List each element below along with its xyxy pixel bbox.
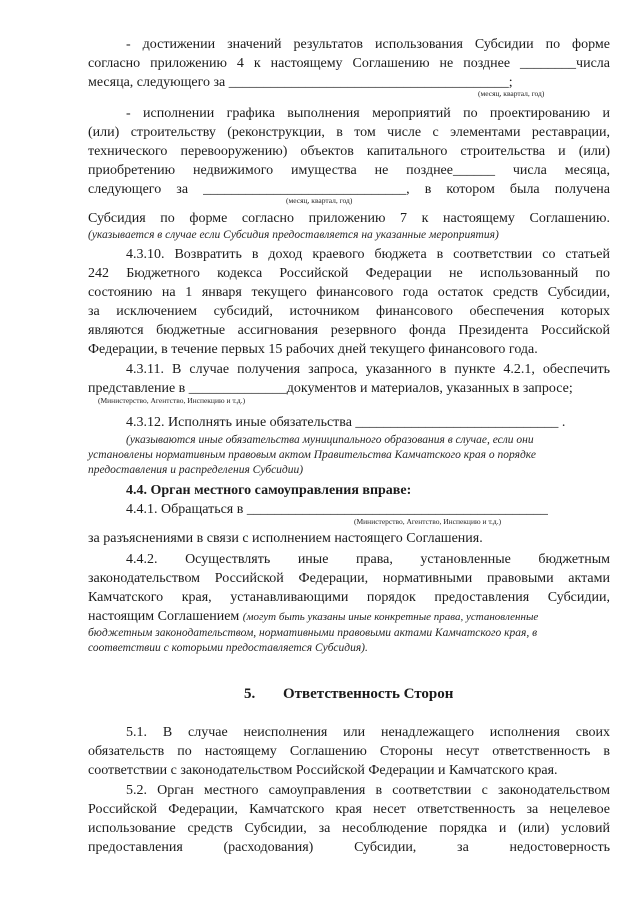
text-line: обязательств по настоящему Соглашению Стороны несут ответственность в <box>88 744 610 759</box>
section-title: Ответственность Сторон <box>283 686 454 702</box>
field-caption: (месяц, квартал, год) <box>286 196 353 205</box>
text-line: 4.4.1. Обращаться в ___________________________________________ <box>126 502 548 517</box>
italic-note: соответствии с которыми предоставляется Субсидия). <box>88 642 368 654</box>
subsection-heading: 4.4. Орган местного самоуправления вправе: <box>126 483 412 498</box>
text-line: следующего за _____________________________, в котором была получена <box>88 182 610 197</box>
text-line: Федерации, в течение первых 15 рабочих дней текущего финансового года. <box>88 342 538 357</box>
text-line: предоставления (расходования) Субсидии, за недостоверность <box>88 840 610 855</box>
text-line: - достижении значений результатов использования Субсидии по форме <box>126 37 610 52</box>
text-line: Камчатского края, устанавливающими порядок предоставления Субсидии, <box>88 590 610 605</box>
text-line: месяца, следующего за ________________________________________; <box>88 75 513 90</box>
field-caption: (месяц, квартал, год) <box>478 89 545 98</box>
italic-note: (указываются иные обязательства муниципального образования в случае, если они <box>126 434 534 446</box>
italic-note: бюджетным законодательством, нормативными правовыми актами Камчатского края, в <box>88 627 538 639</box>
text-line: 5.2. Орган местного самоуправления в соответствии с законодательством <box>126 783 610 798</box>
text-line: являются бюджетные ассигнования резервного фонда Президента Российской <box>88 323 610 338</box>
italic-note: (указывается в случае если Субсидия предоставляется на указанные мероприятия) <box>88 229 499 241</box>
italic-note: (могут быть указаны иные конкретные права, установленные <box>242 611 539 623</box>
text-line: использование средств Субсидии, за несоблюдение порядка и (или) условий <box>88 821 610 836</box>
text-line: законодательством Российской Федерации, нормативными правовыми актами <box>88 571 610 586</box>
text-line: соответствии с законодательством Российской Федерации и Камчатского края. <box>88 763 558 778</box>
italic-note: предоставления и распределения Субсидии) <box>88 464 304 476</box>
field-caption: (Министерство, Агентство, Инспекцию и т.д.) <box>354 517 502 526</box>
text-line: приобретению недвижимого имущества не позднее______ числа месяца, <box>88 163 610 178</box>
text-line: (или) строительству (реконструкции, в том числе с элементами реставрации, <box>88 125 610 140</box>
text-line: 242 Бюджетного кодекса Российской Федерации не использованный по <box>88 266 610 281</box>
text-fragment: настоящим Соглашением <box>88 609 240 624</box>
text-line: 5.1. В случае неисполнения или ненадлежащего исполнения своих <box>126 725 610 740</box>
text-line <box>88 608 610 626</box>
text-line: 4.3.12. Исполнять иные обязательства _____________________________ . <box>126 415 566 430</box>
text-line: 4.3.11. В случае получения запроса, указанного в пункте 4.2.1, обеспечить <box>126 362 610 377</box>
text-line: технического перевооружению) объектов капитального строительства и (или) <box>88 144 610 159</box>
text-line: за исключением субсидий, источником финансового обеспечения которых <box>88 304 610 319</box>
section-number: 5. <box>244 686 256 702</box>
text-line: 4.3.10. Возвратить в доход краевого бюджета в соответствии со статьей <box>126 247 610 262</box>
text-line: Российской Федерации, Камчатского края несет ответственность за нецелевое <box>88 802 610 817</box>
italic-note: установлены нормативным правовым актом Правительства Камчатского края о порядке <box>88 449 536 461</box>
text-line: 4.4.2. Осуществлять иные права, установленные бюджетным <box>126 552 610 567</box>
text-line: за разъяснениями в связи с исполнением настоящего Соглашения. <box>88 531 483 546</box>
text-line: Субсидия по форме согласно приложению 7 к настоящему Соглашению. <box>88 211 610 226</box>
field-caption: (Министерство, Агентство, Инспекцию и т.д.) <box>98 396 246 405</box>
text-line: - исполнении графика выполнения мероприятий по проектированию и <box>126 106 610 121</box>
text-line: состоянию на 1 января текущего финансового года остаток средств Субсидии, <box>88 285 610 300</box>
text-line: согласно приложению 4 к настоящему Соглашению не позднее ________числа <box>88 56 610 71</box>
text-line: представление в ______________документов и материалов, указанных в запросе; <box>88 381 573 396</box>
